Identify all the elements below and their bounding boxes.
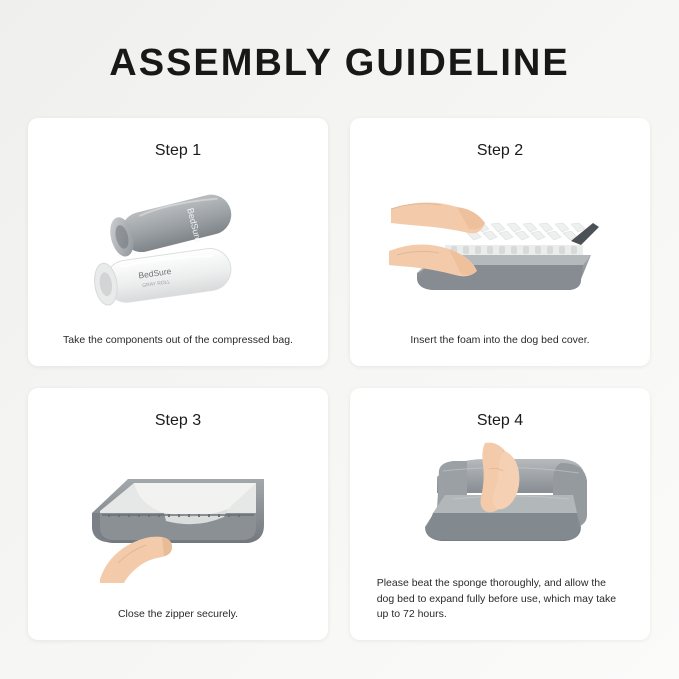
step-4-label: Step 4 xyxy=(476,412,524,429)
step-card-4 xyxy=(350,388,650,640)
svg-text:GRAY ROLL: GRAY ROLL xyxy=(141,279,171,290)
hands-inserting-foam-illustration xyxy=(385,179,615,314)
hand-zipper xyxy=(100,536,172,582)
hands-beating-sponge-illustration xyxy=(393,441,608,566)
step-1-label: Step 1 xyxy=(154,142,202,159)
step-3-figure xyxy=(44,430,312,607)
step-4-figure xyxy=(366,430,634,576)
svg-text:BedSure: BedSure xyxy=(185,207,204,244)
step-1-figure xyxy=(44,160,312,333)
step-card-3 xyxy=(28,388,328,640)
step-2-caption: Insert the foam into the dog bed cover. xyxy=(410,333,590,346)
step-2-label: Step 2 xyxy=(476,142,524,159)
step-4-caption: Please beat the sponge thoroughly, and allow the dog bed to expand fully before use, which may take up to 72 hours. xyxy=(376,577,617,620)
svg-text:BedSure: BedSure xyxy=(137,266,172,281)
steps-grid xyxy=(28,118,651,640)
hand-upper xyxy=(391,202,485,233)
hand-closing-zipper-illustration xyxy=(78,451,278,586)
page-title: ASSEMBLY GUIDELINE xyxy=(109,42,570,84)
rolled-bed-and-cover-illustration xyxy=(83,181,273,311)
step-card-1 xyxy=(28,118,328,366)
step-2-figure xyxy=(366,160,634,333)
step-3-caption: Close the zipper securely. xyxy=(117,607,238,620)
step-card-2 xyxy=(350,118,650,366)
step-3-label: Step 3 xyxy=(154,412,202,429)
step-1-caption: Take the components out of the compressed bag. xyxy=(63,333,293,346)
